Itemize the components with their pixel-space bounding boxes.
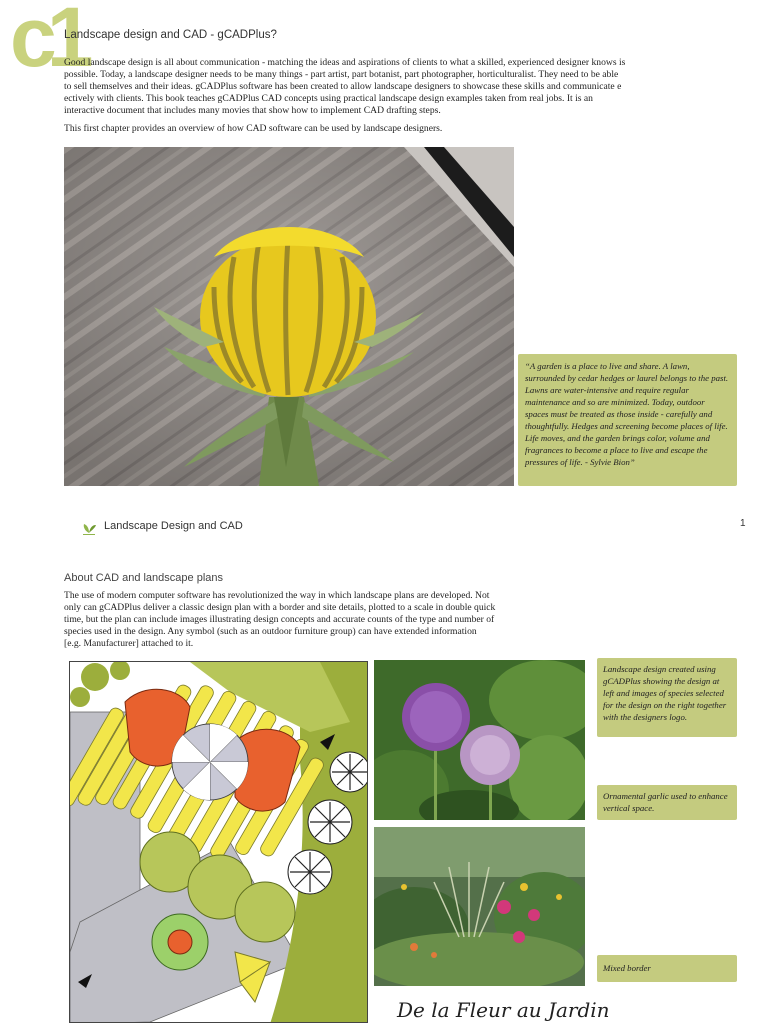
section-heading: About CAD and landscape plans (64, 572, 223, 584)
chapter-title: Landscape design and CAD - gCADPlus? (64, 29, 277, 41)
dandelion-photo (64, 147, 514, 486)
designer-logo: De la Fleur au Jardin (397, 998, 610, 1022)
intro-paragraph-2: This first chapter provides an overview of how CAD software can be used by landscape designers. (64, 123, 443, 134)
mixed-border-caption: Mixed border (597, 955, 737, 982)
allium-photo (374, 660, 585, 820)
quote-caption: “A garden is a place to live and share. A lawn, surrounded by cedar hedges or laurel belongs to the past. Lawns are water-intensive and require regular maintenance and so are minimized. Today, outdoor spaces must be treated as those inside - carefully and thoughtfully. Hedges and screening become places of life. Life moves, and the garden brings color, volume and fragrances to become a place to live and escape the pressures of life. - Sylvie Bion” (518, 354, 737, 486)
design-caption: Landscape design created using gCADPlus showing the design at left and images of species selected for the design on the right together with the designers logo. (597, 658, 737, 737)
leaf-logo-icon (81, 521, 97, 537)
section-body: The use of modern computer software has revolutionized the way in which landscape plans are developed. Not only can gCADPlus deliver a classic design plan with a border and site details, plotted to a scale in double quick time, but the plan can include images illustrating design concepts and accurate counts of the type and number of species used in the design. Any symbol (such as an outdoor furniture group) can have extended information [e.g. Manufacturer] attached to it. (64, 590, 496, 649)
garlic-caption: Ornamental garlic used to enhance vertical space. (597, 785, 737, 820)
footer-title: Landscape Design and CAD (104, 520, 243, 532)
intro-paragraph: Good landscape design is all about communication - matching the ideas and aspirations of clients to what a skilled, experienced designer knows is possible. Today, a landscape designer needs to be many things - part artist, part botanist, part photographer, horticulturalist. They need to be able to sell themselves and their ideas. gCADPlus software has been created to allow landscape designers to showcase these skills and communicate e ectively with clients. This book teaches gCADPlus CAD concepts using practical landscape design examples taken from real jobs. It is an interactive document that includes many movies that show how to implement CAD drafting steps. (64, 57, 626, 116)
page-number: 1 (740, 518, 746, 529)
chapter-mark: c1 (10, 0, 84, 84)
landscape-plan-drawing (69, 661, 368, 1023)
mixed-border-photo (374, 827, 585, 986)
